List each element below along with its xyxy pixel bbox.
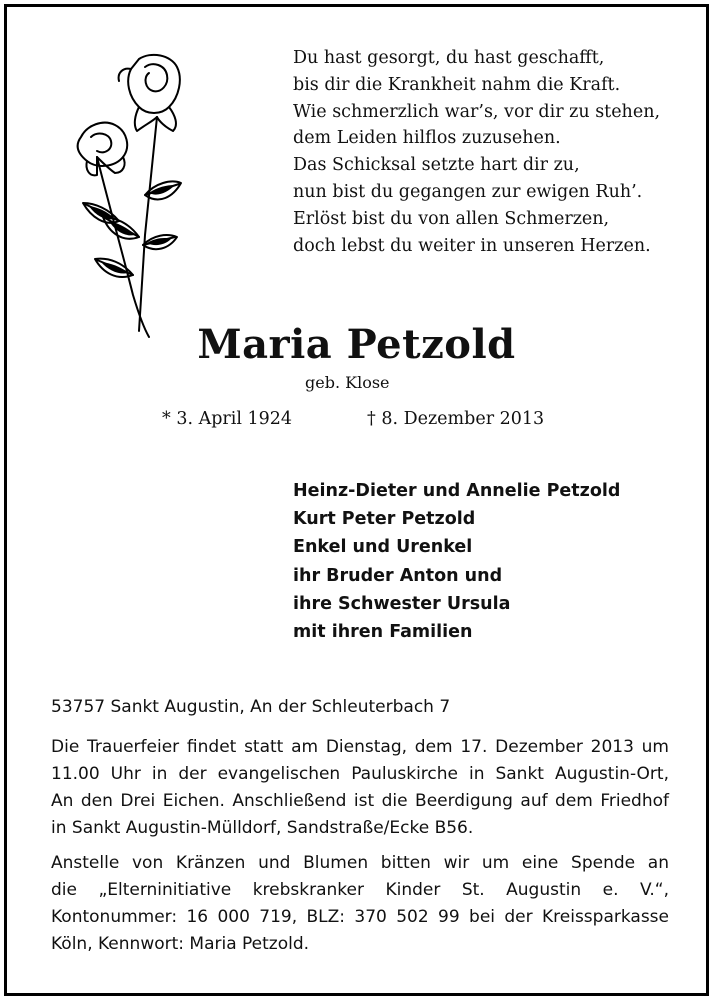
mourner-line: ihre Schwester Ursula <box>293 593 511 614</box>
mourners-list <box>293 477 620 646</box>
mourner-line: mit ihren Familien <box>293 621 473 642</box>
donation-line: Anstelle von Kränzen und Blumen bitten wir um eine Spende an <box>51 853 669 873</box>
mourner-line: Heinz-Dieter und Annelie Petzold <box>293 481 621 501</box>
poem-line: Du hast gesorgt, du hast geschafft, <box>293 48 605 68</box>
rose-illustration <box>53 45 203 345</box>
birth-date: * 3. April 1924 <box>162 409 293 429</box>
donation-line: Kontonummer: 16 000 719, BLZ: 370 502 99 bei der Kreissparkasse <box>51 907 669 927</box>
mourner-line: Kurt Peter Petzold <box>293 509 476 530</box>
service-line: in Sankt Augustin-Mülldorf, Sandstraße/Ecke B56. <box>51 818 474 838</box>
poem <box>293 45 660 259</box>
poem-line: dem Leiden hilflos zuzusehen. <box>293 128 561 149</box>
maiden-name: geb. Klose <box>305 373 390 392</box>
poem-line: Erlöst bist du von allen Schmerzen, <box>293 208 610 229</box>
service-line: Die Trauerfeier findet statt am Dienstag, dem 17. Dezember 2013 um <box>51 737 669 757</box>
mourner-line: ihr Bruder Anton und <box>293 565 503 586</box>
poem-line: nun bist du gegangen zur ewigen Ruh’. <box>293 181 643 202</box>
obituary-card <box>4 4 709 996</box>
poem-line: Wie schmerzlich war’s, vor dir zu stehen, <box>293 101 661 122</box>
death-date: † 8. Dezember 2013 <box>367 409 545 429</box>
service-line: 11.00 Uhr in der evangelischen Pauluskirche in Sankt Augustin-Ort, <box>51 764 669 784</box>
deceased-name: Maria Petzold <box>197 321 516 368</box>
donation-line: die „Elterninitiative krebskranker Kinder St. Augustin e. V.“, <box>51 880 669 900</box>
poem-line: doch lebst du weiter in unseren Herzen. <box>293 235 651 256</box>
donation-info <box>51 850 669 958</box>
service-info <box>51 734 669 842</box>
donation-line: Köln, Kennwort: Maria Petzold. <box>51 934 310 954</box>
service-line: An den Drei Eichen. Anschließend ist die Beerdigung auf dem Friedhof <box>51 791 669 811</box>
poem-line: bis dir die Krankheit nahm die Kraft. <box>293 74 621 95</box>
poem-line: Das Schicksal setzte hart dir zu, <box>293 155 580 176</box>
address: 53757 Sankt Augustin, An der Schleuterbach 7 <box>51 697 451 717</box>
mourner-line: Enkel und Urenkel <box>293 537 473 558</box>
